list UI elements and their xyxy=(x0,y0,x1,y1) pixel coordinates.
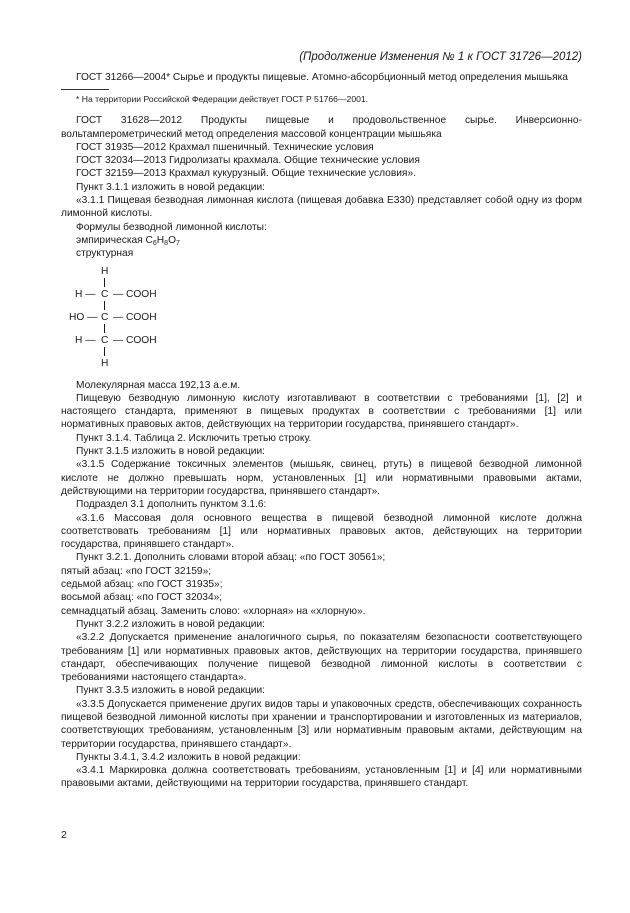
atom-c: C xyxy=(101,288,109,300)
page-number: 2 xyxy=(61,829,67,841)
atom-h-top: H xyxy=(101,265,109,277)
bond-line xyxy=(104,301,105,310)
paragraph: Пищевую безводную лимонную кислоту изготавливают в соответствии с требованиями [1], [2] и настоящего стандарта, применяют в пищевых продуктах в соответствии с требованиями [1] или нормативных правовых актов, действующих на территории государства, принявшего стандарт». xyxy=(61,392,582,431)
empirical-formula xyxy=(61,234,582,247)
paragraph: Пункт 3.1.4. Таблица 2. Исключить третью строку. xyxy=(76,432,312,444)
paragraph: ГОСТ 32159—2013 Крахмал кукурузный. Общие технические условия». xyxy=(76,168,416,180)
paragraph: ГОСТ 32034—2013 Гидролизаты крахмала. Общие технические условия xyxy=(76,155,420,167)
bond-line xyxy=(104,324,105,333)
paragraph: Пункты 3.4.1, 3.4.2 изложить в новой редакции: xyxy=(76,751,301,763)
atom-c: C xyxy=(101,334,109,346)
paragraph: Подраздел 3.1 дополнить пунктом 3.1.6: xyxy=(76,499,267,511)
formula-subscript: 6 xyxy=(152,239,157,247)
paragraph: «3.2.2 Допускается применение аналогичного сырья, по показателям безопасности соответствующего требованиям [1] или нормативных правовых актов, действующих на территории государства, принявшего стандарт, обеспечивающих получение пищевой безводной лимонной кислоты в соответствии с требованиями настоящего стандарта». xyxy=(61,632,582,684)
paragraph: Пункт 3.1.1 изложить в новой редакции: xyxy=(76,181,266,193)
formula-subscript: 7 xyxy=(176,239,180,247)
paragraph: Пункт 3.2.2 изложить в новой редакции: xyxy=(76,618,266,630)
formula-subscript: 8 xyxy=(164,239,169,247)
group-ho: HO — xyxy=(69,311,98,323)
atom-c: C xyxy=(101,311,109,323)
atom-h-left: H — xyxy=(75,334,96,346)
formula-element: H xyxy=(156,234,165,246)
paragraph: Пункт 3.1.5 изложить в новой редакции: xyxy=(76,446,266,458)
paragraph: «3.1.1 Пищевая безводная лимонная кислота (пищевая добавка E330) представляет собой одну из форм лимонной кислоты. xyxy=(61,195,582,220)
paragraph: «3.1.5 Содержание токсичных элементов (мышьяк, свинец, ртуть) в пищевой безводной лимонной кислоте не должно превышать норм, установленных [1] или нормативными правовыми актами, действующими на территории государства, принявшего стандарт». xyxy=(61,459,582,497)
formula-label: эмпирическая C xyxy=(76,234,153,246)
paragraph: ГОСТ 31628—2012 Продукты пищевые и продовольственное сырье. Инверсионно-вольтамперометрический метод определения массовой концентрации мышьяка xyxy=(61,115,582,140)
group-cooh: — COOH xyxy=(113,288,157,300)
paragraph: Пункт 3.2.1. Дополнить словами второй абзац: «по ГОСТ 30561»; xyxy=(76,552,386,564)
paragraph: Формулы безводной лимонной кислоты: xyxy=(76,221,267,233)
paragraph: ГОСТ 31266—2004* Сырье и продукты пищевые. Атомно-абсорбционный метод определения мышьяка xyxy=(76,72,568,83)
atom-h-bottom: H xyxy=(101,357,109,369)
paragraph: восьмой абзац: «по ГОСТ 32034»; xyxy=(61,592,223,604)
paragraph: «3.4.1 Маркировка должна соответствовать требованиям, установленным [1] и [4] или нормативными правовыми актами, действующими на территории государства, принявшего стандарт. xyxy=(61,765,582,790)
paragraph: пятый абзац: «по ГОСТ 32159»; xyxy=(61,565,212,577)
atom-h-left: H — xyxy=(75,288,96,300)
group-cooh: — COOH xyxy=(113,311,157,323)
paragraph: «3.3.5 Допускается применение других видов тары и упаковочных средств, обеспечивающих сохранность пищевой безводной лимонной кислоты при хранении и транспортировании и изготовленных из материалов, соответствующих требованиям, установленным [3] или нормативным правовым актами, действующим на территории государства, принявшего стандарт». xyxy=(61,698,582,750)
paragraph: Пункт 3.3.5 изложить в новой редакции: xyxy=(76,685,266,697)
paragraph: ГОСТ 31935—2012 Крахмал пшеничный. Технические условия xyxy=(76,141,374,153)
bond-line xyxy=(104,278,105,287)
formula-element: O xyxy=(168,234,176,246)
bond-line xyxy=(104,347,105,356)
footnote: * На территории Российской Федерации действует ГОСТ Р 51766—2001. xyxy=(76,94,369,105)
paragraph: Молекулярная масса 192,13 а.е.м. xyxy=(76,379,241,391)
footnote-divider xyxy=(61,89,109,90)
paragraph: седьмой абзац: «по ГОСТ 31935»; xyxy=(61,579,223,591)
paragraph: структурная xyxy=(76,248,134,260)
paragraph: «3.1.6 Массовая доля основного вещества в пищевой безводной лимонной кислоте должна соответствовать требованиям [1] или нормативных правовых актов, действующих на территории государства, принявшего стандарт». xyxy=(61,512,582,551)
group-cooh: — COOH xyxy=(113,334,157,346)
running-header: (Продолжение Изменения № 1 к ГОСТ 31726—2012) xyxy=(299,51,582,63)
paragraph: семнадцатый абзац. Заменить слово: «хлорная» на «хлорную». xyxy=(61,605,366,617)
document-body xyxy=(61,71,582,791)
structural-formula xyxy=(61,265,582,379)
